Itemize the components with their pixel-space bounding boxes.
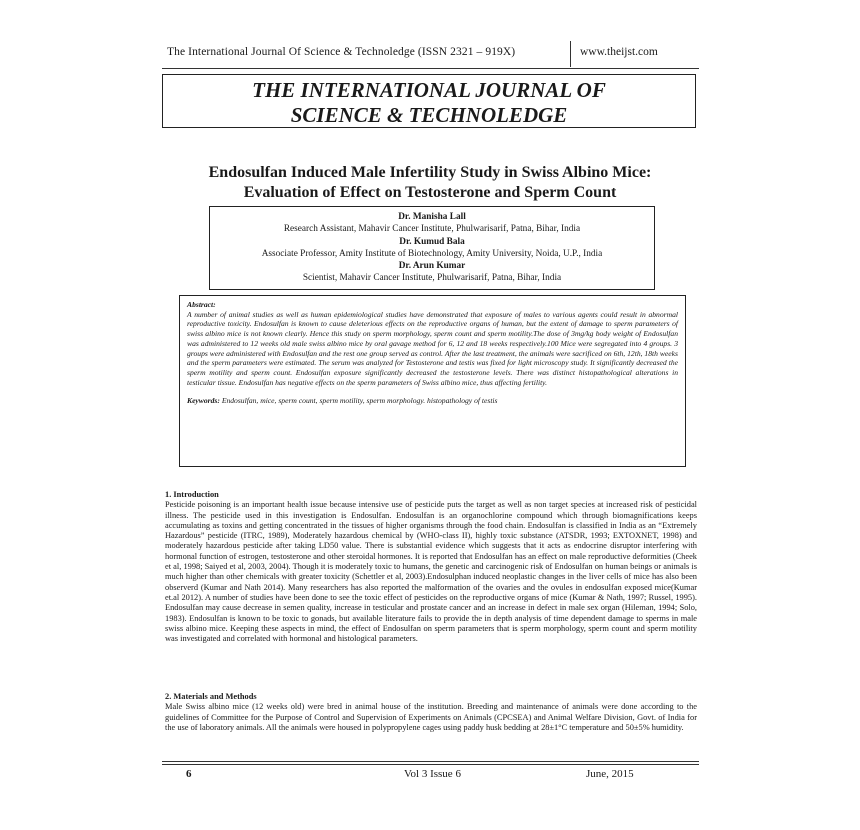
footer-rule [162,761,699,762]
methods-heading: 2. Materials and Methods [165,692,257,701]
journal-title-box [162,74,696,128]
abstract-label: Abstract: [187,300,216,309]
introduction-text: Pesticide poisoning is an important health issue because intensive use of pesticide puts the target as well as non target species at increased risk of pesticidal illness. The pesticide used in this investigation is Endosulfan. Endosulfan is an organochlorine compound which through biomagnifications keeps accumulating as toxins and getting concentrated in the tissues of higher organisms through the food chain. Endosulfan is classified in India as an “Extremely Hazardous” pesticide (ITRC, 1989), Moderately hazardous chemical by (WHO-class II), highly toxic substance (ATSDR, 1993; EXTOXNET, 1998) and moderately hazardous pesticide after taking LD50 value. There is substantial evidence which suggests that it acts as endocrine disruptor interfering with hormonal function of estrogen, testosterone and other steroidal hormones. It is reported that Endosulfan has an effect on male reproductive deformities (Cheek et al, 1998; Saiyed et al, 2003, 2004). Though it is moderately toxic to humans, the genetic and carcinogenic risk of Endosulfan on human beings or animals is much higher than other chemicals with greater toxicity (Schettler et al, 2003).Endosulphan induced neoplastic changes in the liver cells of mice has also been observerd (Kumar and Nath 2014). Many researchers has also reported the malformation of the ovaries and the ovules in endosulfan exposed mice(Kumar et.al 2012). A number of studies have been done to see the toxic effect of pesticides on the reproductive organs of mice (Kumar & Nath, 1997; Russel, 1995). Endosulfan may cause decrease in semen quality, increase in testicular and prostate cancer and an increase in defect in male sex organ (Hileman, 1994; Solo, 1983). Endosulfan is known to be toxic to gonads, but available literature fails to provide the in depth analysis of time dependent damage to sperms in male swiss albino mice. Keeping these aspects in mind, the effect of Endosulfan on sperm parameters that is sperm morphology, sperm count and sperm motility was investigated and correlated with hormonal and histological parameters. [165,500,697,644]
abstract-text: A number of animal studies as well as human epidemiological studies have demonstrated that exposure of males to various agents could result in abnormal reproductive toxicity. Endosulfan is known to cause deleterious effects on the reproductive organs of human, but the extent of damage to sperm parameters of swiss albino mice is not known clearly. Hence this study on sperm morphology, sperm count and sperm motility.The dose of 3mg/kg body weight of Endosulfan was administered to 12 weeks old male swiss albino mice by oral gavage method for 6, 12 and 18 weeks respectively.100 Mice were segregated into 4 groups. 3 groups were administered with Endosulfan and the rest one group served as control. After the last treatment, the animals were sacrificed on 6th, 12th, 18th weeks and the sperm parameters were estimated. The serum was analyzed for Testosterone and testis was fixed for light microscopy study. It significantly decreased the sperm motility and sperm count. Endosulfan exposure significantly decreased the testosterone levels. There was distinct histopathological alterations in testicular tissue. Endosulfan has negative effects on the sperm parameters of Swiss albino mice, thus affecting fertility. [187,309,678,387]
volume-issue: Vol 3 Issue 6 [404,768,461,780]
journal-title-line1: THE INTERNATIONAL JOURNAL OF [252,78,606,102]
introduction-heading: 1. Introduction [165,490,219,499]
footer-rule [162,764,699,765]
journal-title-line2: SCIENCE & TECHNOLEDGE [290,103,568,127]
paper-title-line2: Evaluation of Effect on Testosterone and Sperm Count [243,184,617,201]
author-affiliation: Associate Professor, Amity Institute of Biotechnology, Amity University, Noida, U.P., India [261,248,603,259]
author-name: Dr. Arun Kumar [398,261,466,272]
keywords-label: Keywords: [187,396,220,406]
authors-box [209,206,655,290]
keywords-text: Endosulfan, mice, sperm count, sperm motility, sperm morphology. histopathology of testis [221,396,498,406]
author-name: Dr. Manisha Lall [398,212,466,222]
introduction-section [165,490,697,644]
running-header-website: www.theijst.com [580,46,658,58]
methods-text: Male Swiss albino mice (12 weeks old) were bred in animal house of the institution. Breeding and maintenance of animals were done according to the guidelines of Committee for the Purpose of Control and Supervision of Experiments on Animals (CPCSEA) and Animal Welfare Division, Govt. of India for the use of laboratory animals. All the animals were housed in polypropylene cages using paddy husk bedding at 28±1°C temperature and 50±5% humidity. [165,702,697,732]
author-affiliation: Scientist, Mahavir Cancer Institute, Phulwarisarif, Patna, Bihar, India [302,273,562,284]
paper-title-line1: Endosulfan Induced Male Infertility Study in Swiss Albino Mice: [208,164,652,181]
author-affiliation: Research Assistant, Mahavir Cancer Institute, Phulwarisarif, Patna, Bihar, India [283,224,581,235]
author-name: Dr. Kumud Bala [399,236,465,247]
paper-title [150,163,710,203]
header-rule [162,68,699,69]
page-number: 6 [186,768,192,780]
header-divider [570,41,571,67]
methods-section [165,692,697,733]
running-header-journal: The International Journal Of Science & Technoledge (ISSN 2321 – 919X) [167,46,516,58]
abstract-box [179,295,686,467]
publication-date: June, 2015 [586,768,634,780]
